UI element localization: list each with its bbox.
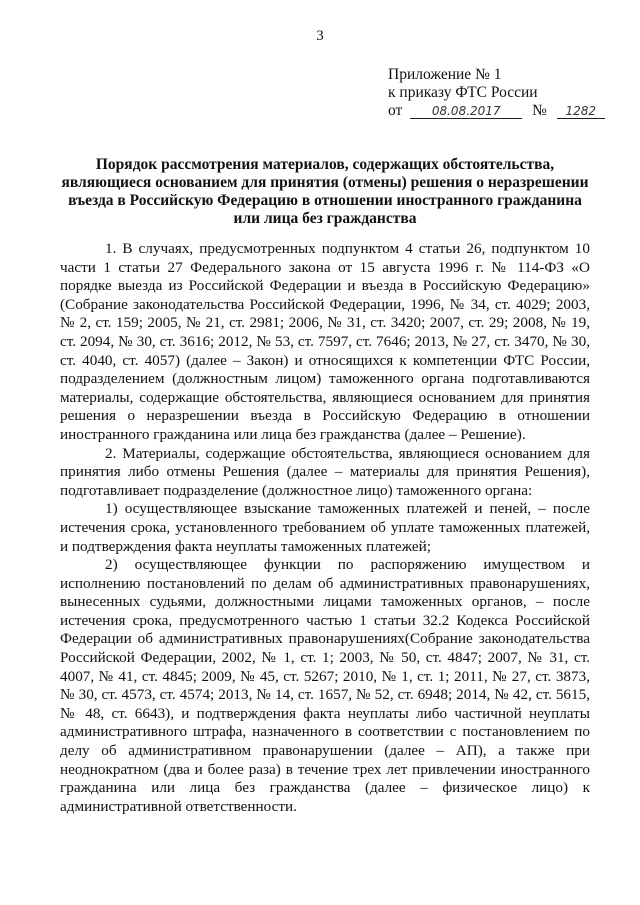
paragraph-1: 1. В случаях, предусмотренных подпунктом 4 статьи 26, подпунктом 10 части 1 статьи 27 Федерального закона от 15 августа 1996 г. № 114-ФЗ «О порядке выезда из Российской Федерации и въезда в Российскую Федерацию» (Собрание законодательства Российской Федерации, 1996, № 34, ст. 4029; 2003, № 2, ст. 159; 2005, № 21, ст. 2981; 2006, № 31, ст. 3420; 2007, ст. 29; 2008, № 19, ст. 2094, № 30, ст. 3616; 2012, № 53, ст. 7597, ст. 7646; 2013, № 27, ст. 3470, № 30, ст. 4040, ст. 4057) (далее – Закон) и относящихся к компетенции ФТС России, подразделением (должностным лицом) таможенного органа подготавливаются материалы, содержащие обстоятельства, являющиеся основанием для принятия решения о неразрешении въезда в Российскую Федерацию в отношении иностранного гражданина или лица без гражданства (далее – Решение). xyxy=(60,240,590,443)
paragraph-2-item-2: 2) осуществляющее функции по распоряжению имуществом и исполнению постановлений по делам об административных правонарушениях, вынесенных судьями, должностными лицами таможенных органов, – после истечения срока, предусмотренного частью 1 статьи 32.2 Кодекса Российской Федерации об административных правонарушениях(Собрание законодательства Российской Федерации, 2002, № 1, ст. 1; 2003, № 50, ст. 4847; 2007, № 31, ст. 4007, № 41, ст. 4845; 2009, № 45, ст. 5267; 2010, № 1, ст. 1; 2011, № 27, ст. 3873, № 30, ст. 4573, ст. 4574; 2013, № 14, ст. 1657, № 52, ст. 6948; 2014, № 42, ст. 5615, № 48, ст. 6643), и подтверждения факта неуплаты либо частичной неуплаты административного штрафа, назначенного в соответствии с постановлением по делу об административном правонарушении (далее – АП), а также при неоднократном (два и более раза) в течение трех лет привлечении иностранного гражданина или лица без гражданства (далее – физическое лицо) к административной ответственности. xyxy=(60,556,590,815)
number-label: № xyxy=(532,102,547,119)
title-line: въезда в Российскую Федерацию в отношении иностранного гражданина xyxy=(68,192,582,209)
paragraph-2: 2. Материалы, содержащие обстоятельства, являющиеся основанием для принятия либо отмены Решения (далее – материалы для принятия Решения), подготавливает подразделение (должностное лицо) таможенного органа: xyxy=(60,444,590,499)
handwritten-date: 08.08.2017 xyxy=(410,105,522,119)
title-line: Порядок рассмотрения материалов, содержащих обстоятельства, xyxy=(95,156,555,173)
annex-date-number-row xyxy=(388,102,618,122)
annex-title: Приложение № 1 xyxy=(388,66,502,83)
document-body xyxy=(60,240,590,816)
title-line: являющиеся основанием для принятия (отмены) решения о неразрешении xyxy=(61,174,589,191)
page-number: 3 xyxy=(316,28,324,44)
title-line: или лица без гражданства xyxy=(233,210,417,227)
handwritten-number: 1282 xyxy=(557,105,605,119)
annex-order-ref: к приказу ФТС России xyxy=(388,84,538,101)
from-label: от xyxy=(388,102,403,119)
paragraph-2-item-1: 1) осуществляющее взыскание таможенных платежей и пеней, – после истечения срока, установленного требованием об уплате таможенных платежей, и подтверждения факта неуплаты таможенных платежей; xyxy=(60,500,590,555)
document-title xyxy=(60,156,590,228)
annex-header xyxy=(388,66,618,122)
